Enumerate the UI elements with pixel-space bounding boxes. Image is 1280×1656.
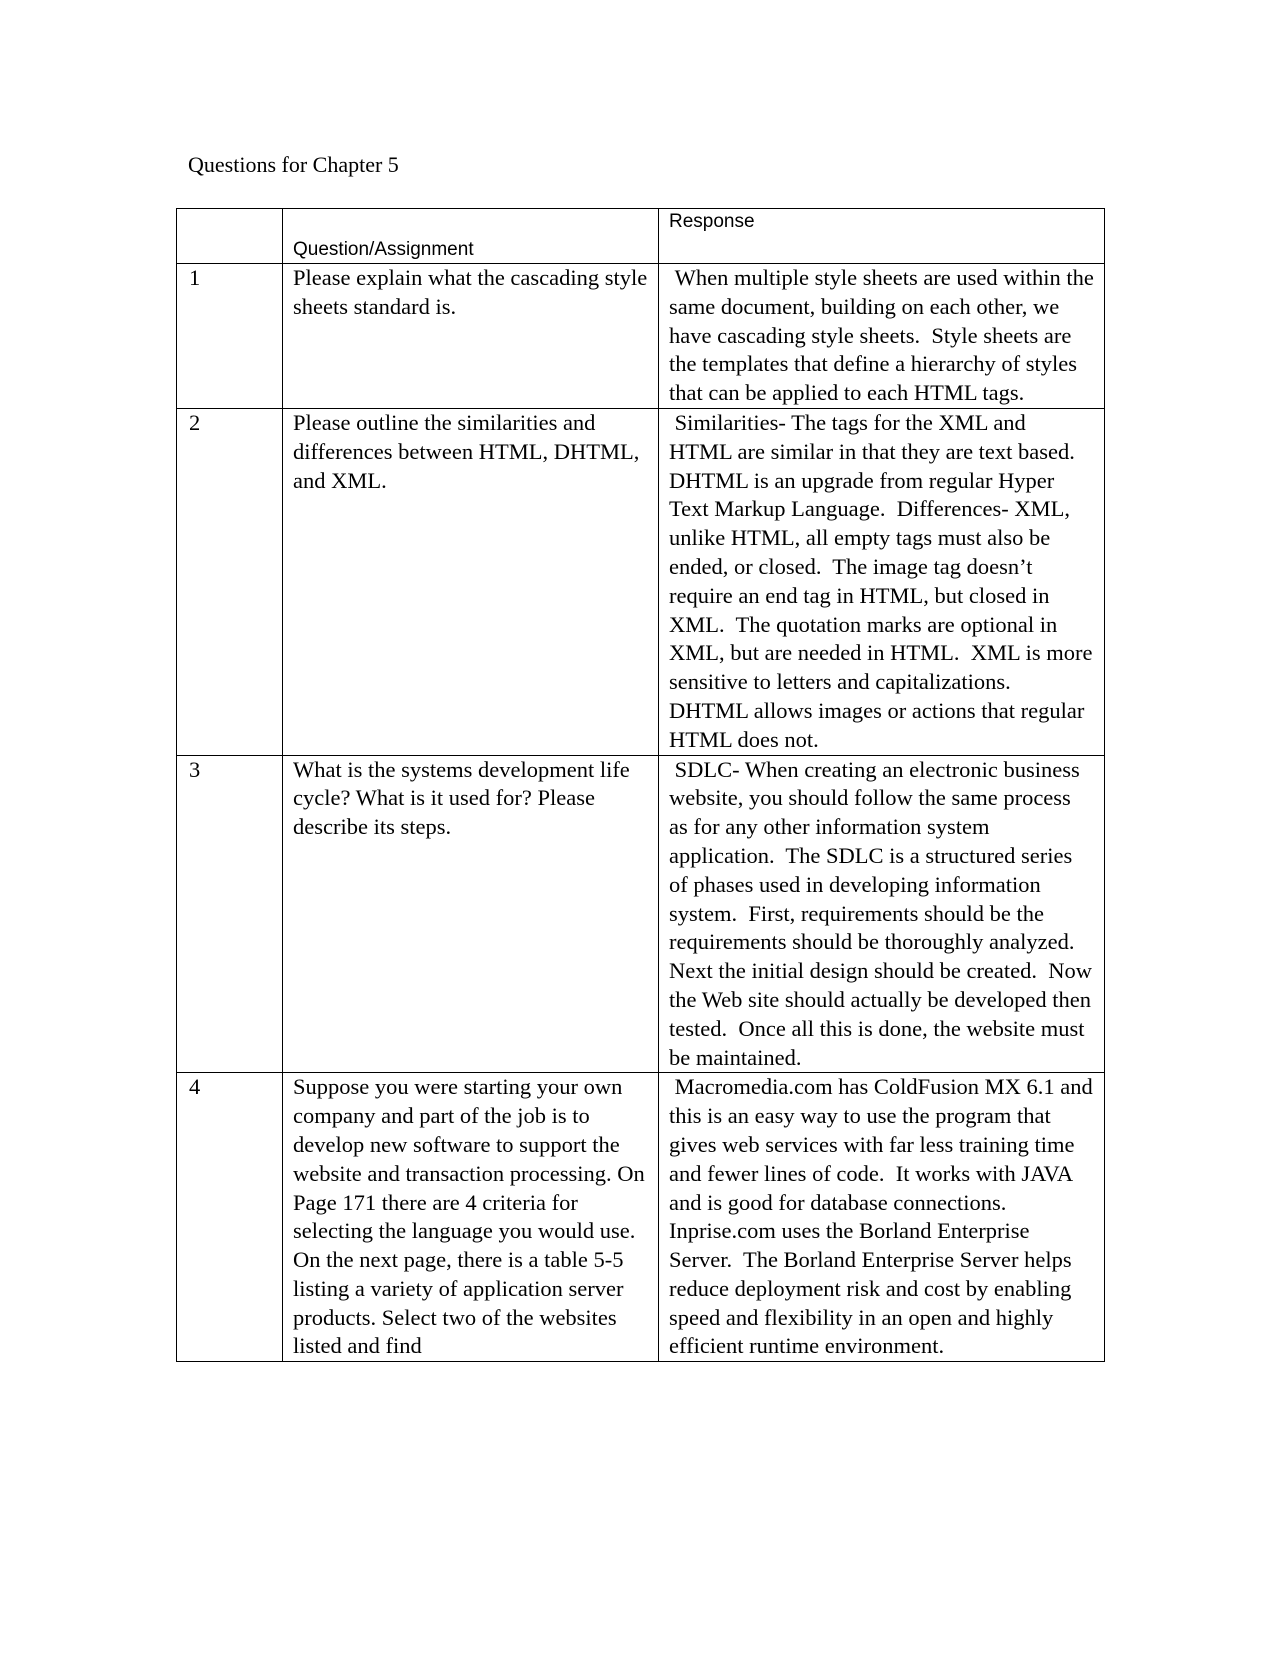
response-text: SDLC- When creating an electronic business website, you should follow the same process as for any other information system application. The SDLC is a structured series of phases used in developing information system. First, requirements should be the requirements should be thoroughly analyzed. Next the initial design should be created. Now the Web site should actually be developed then tested. Once all this is done, the website must be maintained. [669,756,1098,1070]
row-number-cell [177,408,283,755]
question-text: Suppose you were starting your own company and part of the job is to develop new software to support the website and transaction processing. On Page 171 there are 4 criteria for selecting the language you would use. On the next page, there is a table 5-5 listing a variety of application server products. Select two of the websites listed and find [293,1074,645,1359]
header-response-cell [659,209,1105,264]
question-text: What is the systems development life cycle? What is it used for? Please describe its steps. [293,756,630,840]
document-title: Questions for Chapter 5 [188,152,399,177]
row-number-cell [177,264,283,409]
question-cell [283,1073,659,1362]
response-cell [659,408,1105,755]
question-cell [283,264,659,409]
response-cell [659,264,1105,409]
table-row [177,264,1105,409]
row-number: 2 [189,409,201,435]
questions-table [176,208,1105,1362]
row-number-cell [177,755,283,1073]
header-question-label: Question/Assignment [293,239,474,260]
header-question-cell [283,209,659,264]
row-number: 4 [189,1074,201,1100]
question-cell [283,408,659,755]
question-text: Please outline the similarities and differences between HTML, DHTML, and XML. [293,409,640,493]
header-response-label: Response [669,211,755,232]
response-text: When multiple style sheets are used within the same document, building on each other, we have cascading style sheets. Style sheets are the templates that define a hierarchy of styles that can be applied to each HTML tags. [669,265,1100,406]
question-cell [283,755,659,1073]
response-cell [659,1073,1105,1362]
row-number-cell [177,1073,283,1362]
question-text: Please explain what the cascading style sheets standard is. [293,265,648,319]
row-number: 1 [189,265,201,290]
response-cell [659,755,1105,1073]
header-number-cell [177,209,283,264]
response-text: Similarities- The tags for the XML and HTML are similar in that they are text based. DHTML is an upgrade from regular Hyper Text Markup Language. Differences- XML, unlike HTML, all empty tags must also be ended, or closed. The image tag doesn’t require an end tag in HTML, but closed in XML. The quotation marks are optional in XML, but are needed in HTML. XML is more sensitive to letters and capitalizations. DHTML allows images or actions that regular HTML does not. [669,409,1099,752]
table-header-row [177,209,1105,264]
response-text: Macromedia.com has ColdFusion MX 6.1 and this is an easy way to use the program that gives web services with far less training time and fewer lines of code. It works with JAVA and is good for database connections. Inprise.com uses the Borland Enterprise Server. The Borland Enterprise Server helps reduce deployment risk and cost by enabling speed and flexibility in an open and highly efficient runtime environment. [669,1074,1099,1359]
table-row [177,755,1105,1073]
table-row [177,408,1105,755]
row-number: 3 [189,756,201,782]
table-row [177,1073,1105,1362]
